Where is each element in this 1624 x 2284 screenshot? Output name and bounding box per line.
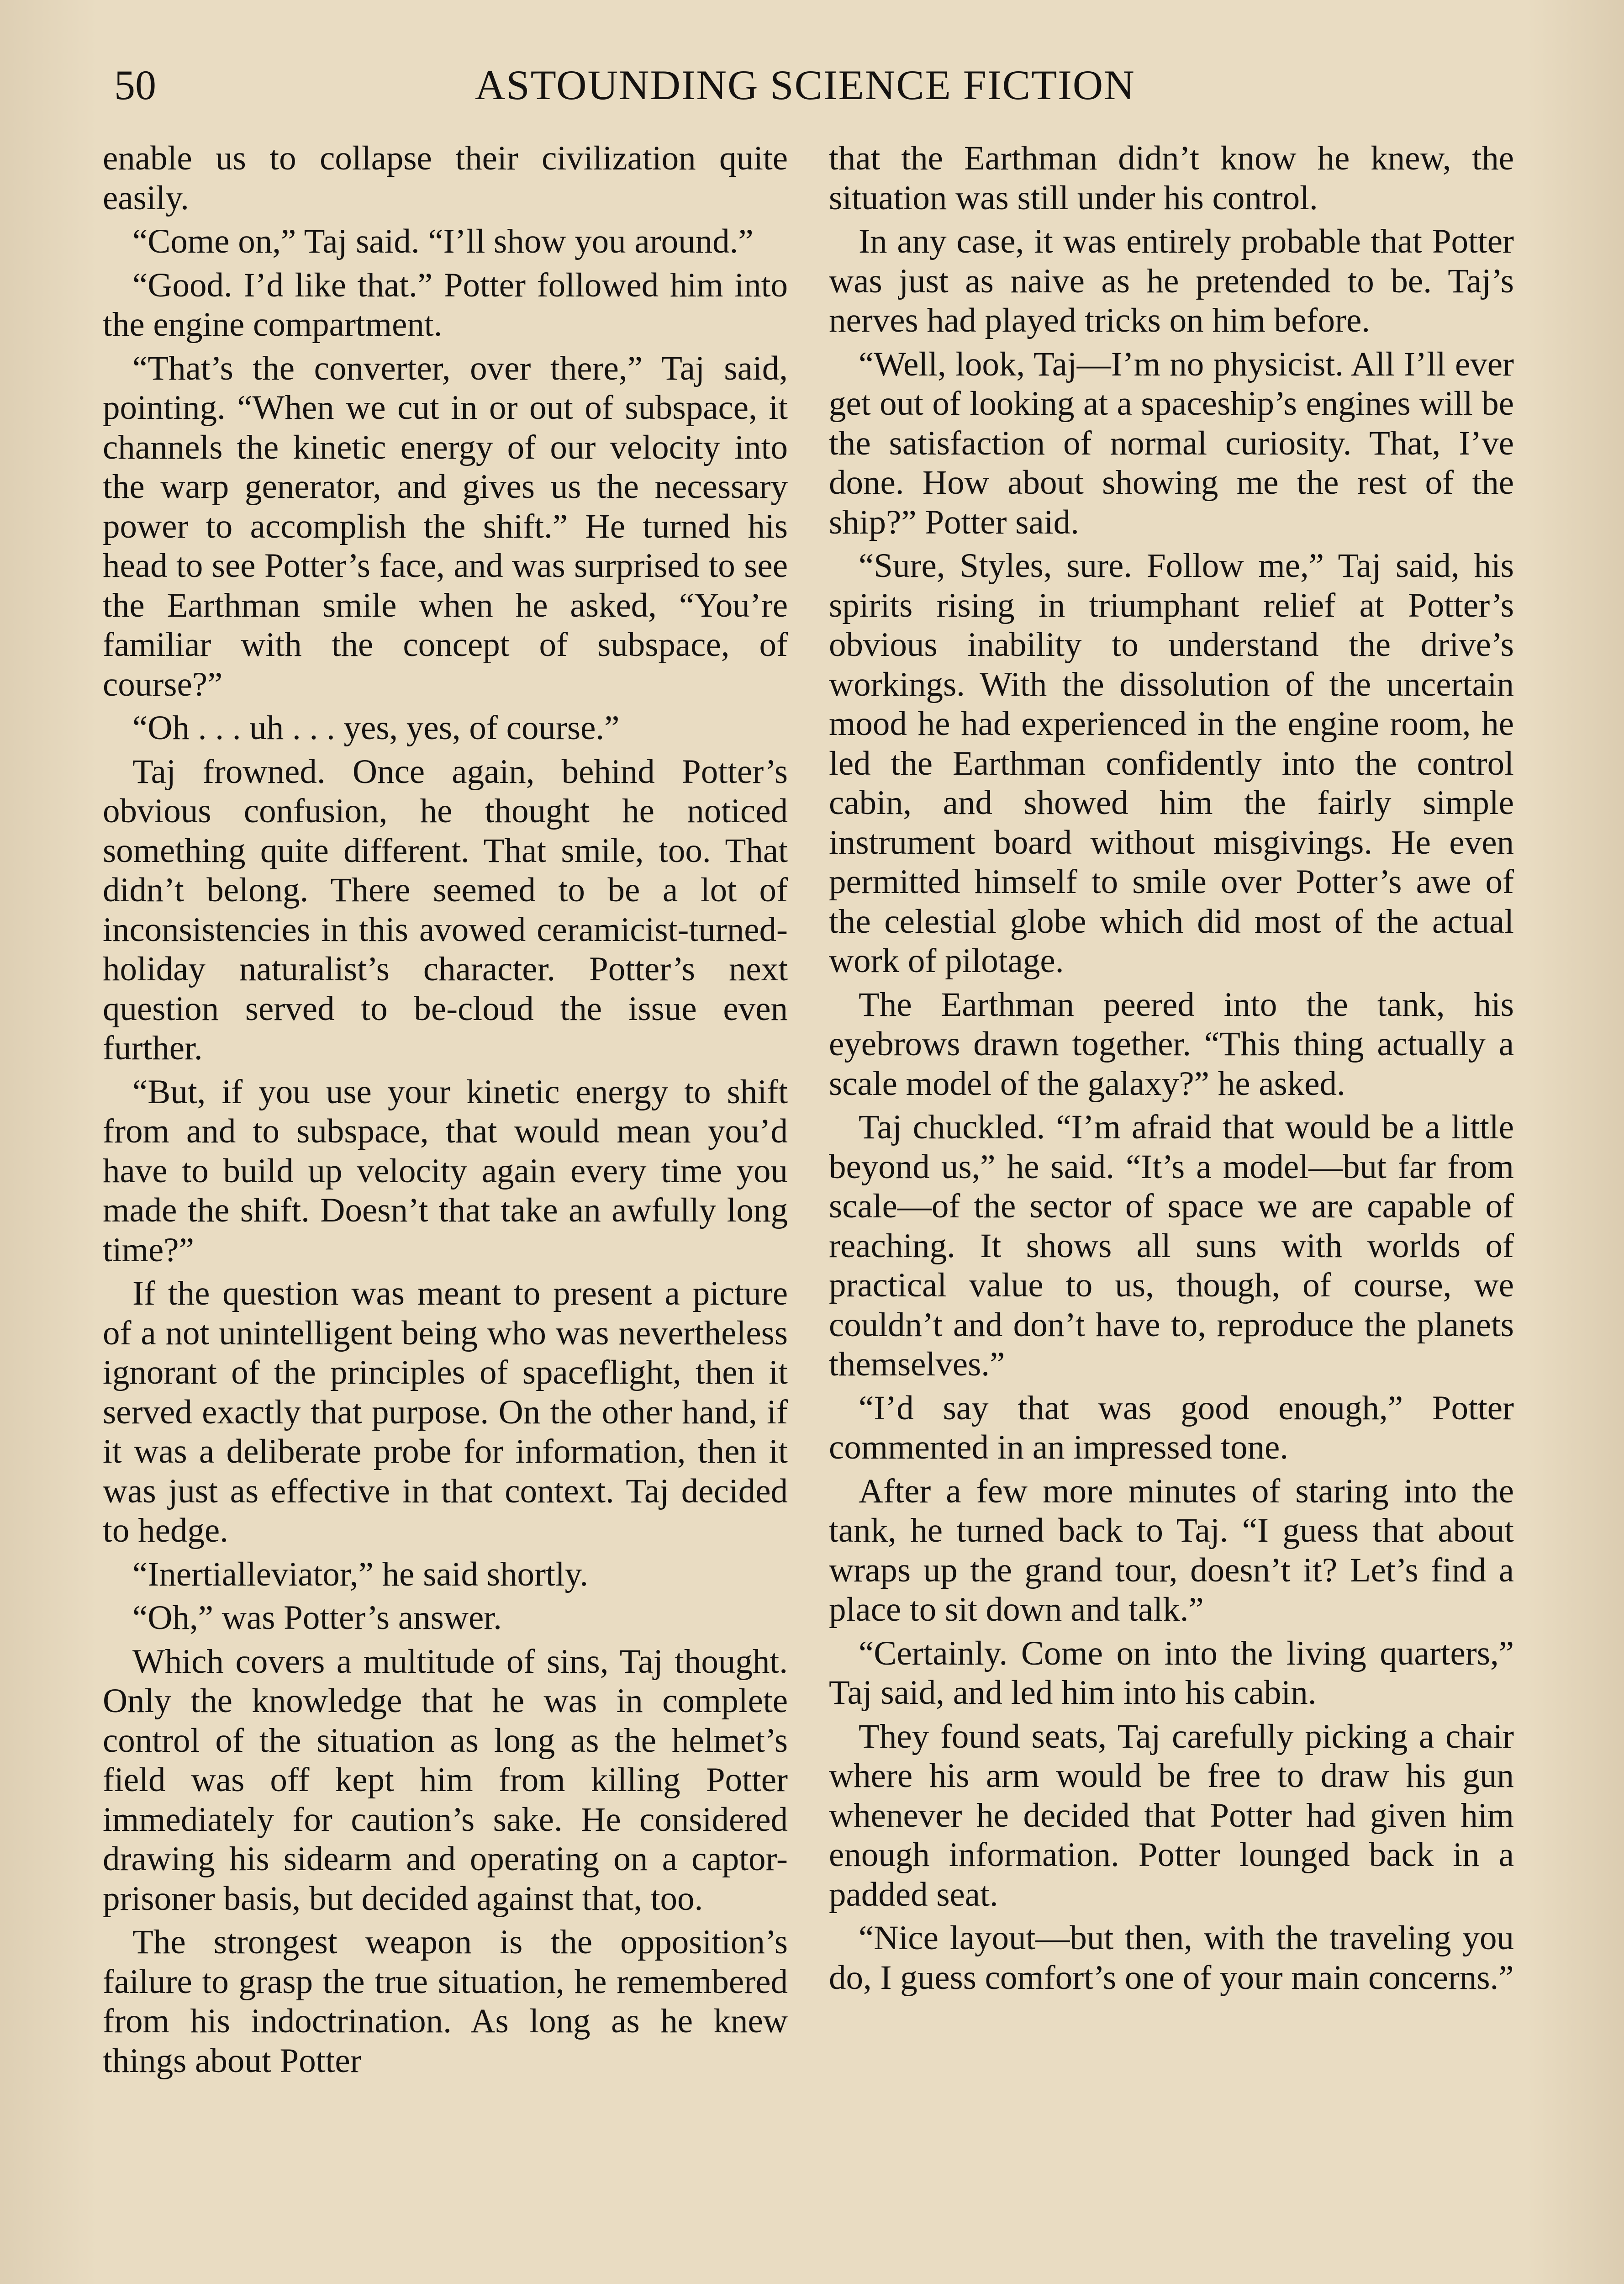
left-text-column	[103, 139, 788, 2085]
paragraph: “Well, look, Taj—I’m no physicist. All I’ll ever get out of looking at a spaceship’s engines will be the satisfaction of normal curiosity. That, I’ve done. How about showing me the rest of the ship?” Potter said.	[829, 345, 1514, 541]
paragraph: “Sure, Styles, sure. Follow me,” Taj said, his spirits rising in triumphant relief at Potter’s obvious inability to understand the drive’s workings. With the dissolution of the uncertain mood he had experienced in the engine room, he led the Earthman confidently into the control cabin, and showed him the fairly simple instrument board without misgivings. He even permitted himself to smile over Potter’s awe of the celestial globe which did most of the actual work of pilotage.	[829, 547, 1514, 980]
paragraph: In any case, it was entirely probable that Potter was just as naive as he pretended to be. Taj’s nerves had played tricks on him before.	[829, 222, 1514, 339]
paragraph: “Oh . . . uh . . . yes, yes, of course.”	[132, 709, 620, 747]
paragraph: enable us to collapse their civilization quite easily.	[103, 139, 788, 217]
paragraph: “I’d say that was good enough,” Potter commented in an impressed tone.	[829, 1389, 1514, 1466]
paragraph: “Inertialleviator,” he said shortly.	[132, 1555, 588, 1593]
paragraph: that the Earthman didn’t know he knew, the situation was still under his control.	[829, 139, 1514, 217]
paragraph: “Certainly. Come on into the living quarters,” Taj said, and led him into his cabin.	[829, 1634, 1514, 1712]
paragraph: “Nice layout—but then, with the traveling you do, I guess comfort’s one of your main concerns.”	[829, 1919, 1514, 1997]
page-number: 50	[114, 62, 156, 108]
paragraph: “Come on,” Taj said. “I’ll show you around.”	[132, 222, 754, 260]
paragraph: After a few more minutes of staring into the tank, he turned back to Taj. “I guess that about wraps up the grand tour, doesn’t it? Let’s find a place to sit down and talk.”	[829, 1472, 1514, 1628]
paragraph: “Oh,” was Potter’s answer.	[132, 1599, 502, 1637]
paragraph: Which covers a multitude of sins, Taj thought. Only the knowledge that he was in complete control of the situation as long as the helmet’s field was off kept him from killing Potter immediately for caution’s sake. He considered drawing his sidearm and operating on a captor-prisoner basis, but decided against that, too.	[103, 1642, 788, 1918]
paragraph: The strongest weapon is the opposition’s failure to grasp the true situation, he remembered from his indoctrination. As long as he knew things about Potter	[103, 1923, 788, 2080]
paragraph: Taj frowned. Once again, behind Potter’s obvious confusion, he thought he noticed something quite different. That smile, too. That didn’t belong. There seemed to be a lot of inconsistencies in this avowed ceramicist-turned-holiday naturalist’s character. Potter’s next question served to be-cloud the issue even further.	[103, 752, 788, 1067]
paragraph: “Good. I’d like that.” Potter followed him into the engine compartment.	[103, 266, 788, 344]
paragraph: They found seats, Taj carefully picking a chair where his arm would be free to draw his gun whenever he decided that Potter had given him enough information. Potter lounged back in a padded seat.	[829, 1717, 1514, 1914]
paragraph: “That’s the converter, over there,” Taj said, pointing. “When we cut in or out of subspace, it channels the kinetic energy of our velocity into the warp generator, and gives us the necessary power to accomplish the shift.” He turned his head to see Potter’s face, and was surprised to see the Earthman smile when he asked, “You’re familiar with the concept of subspace, of course?”	[103, 349, 788, 703]
paragraph: “But, if you use your kinetic energy to shift from and to subspace, that would mean you’d have to build up velocity again every time you made the shift. Doesn’t that take an awfully long time?”	[103, 1073, 788, 1269]
paragraph: Taj chuckled. “I’m afraid that would be a little beyond us,” he said. “It’s a model—but far from scale—of the sector of space we are capable of reaching. It shows all suns with worlds of practical value to us, though, of course, we couldn’t and don’t have to, reproduce the planets themselves.”	[829, 1108, 1514, 1383]
right-text-column	[829, 139, 1514, 2002]
running-title: ASTOUNDING SCIENCE FICTION	[475, 62, 1135, 108]
paragraph: The Earthman peered into the tank, his eyebrows drawn together. “This thing actually a scale model of the galaxy?” he asked.	[829, 985, 1514, 1103]
paragraph: If the question was meant to present a picture of a not unintelligent being who was nevertheless ignorant of the principles of spaceflight, then it served exactly that purpose. On the other hand, if it was a deliberate probe for information, then it was just as effective in that context. Taj decided to hedge.	[103, 1274, 788, 1549]
